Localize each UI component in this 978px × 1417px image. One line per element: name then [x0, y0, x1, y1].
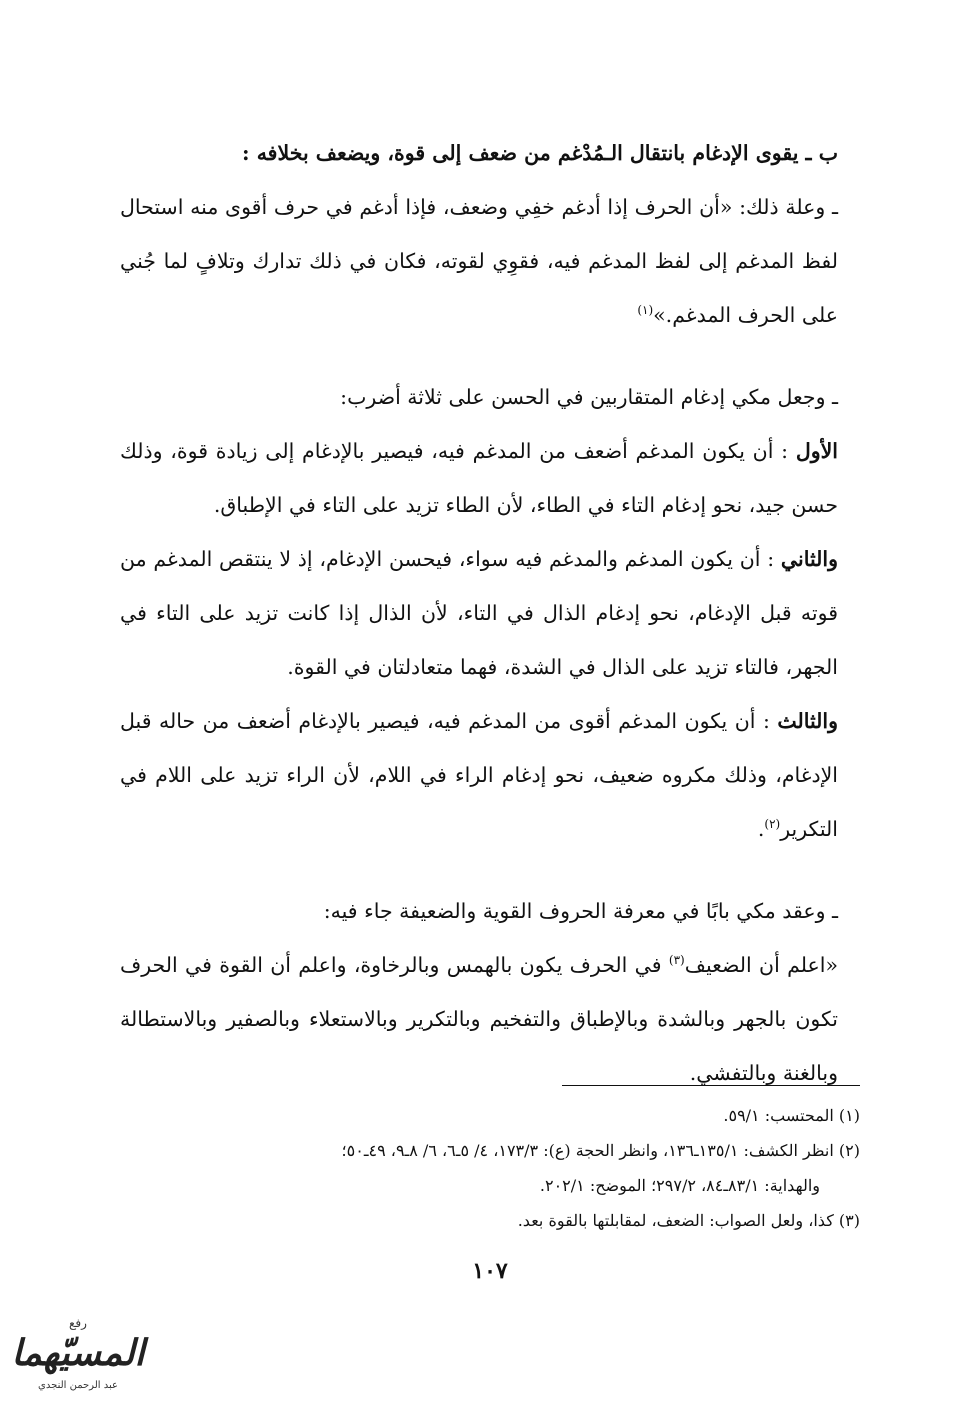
stamp-logo-text: المسيّهما — [11, 1332, 145, 1374]
makki-first — [120, 424, 838, 532]
first-text: : أن يكون المدغم أضعف من المدغم فيه، فيصير بالإدغام إلى زيادة قوة، وذلك حسن جيد، نحو إدغام التاء في الطاء، لأن الطاء تزيد على التاء في الإطباق. — [120, 439, 838, 517]
section-b-heading: ب ـ يقوى الإدغام بانتقال الـمُدْغم من ضعف إلى قوة، ويضعف بخلافه : — [241, 141, 838, 165]
footnote-1: (١) المحتسب: ٥٩/١. — [723, 1106, 860, 1125]
footnote-2-continued: والهداية: ٨٣/١ـ٨٤، ٢٩٧/٢؛ الموضح: ٢٠٢/١. — [539, 1176, 820, 1195]
paragraph-gap — [120, 342, 838, 370]
stamp-small-text: عبد الرحمن النجدي — [38, 1380, 118, 1391]
third-label: والثالث — [777, 709, 838, 733]
bab-quote-start: «اعلم أن الضعيف — [684, 953, 839, 977]
third-end: . — [757, 817, 765, 841]
footnote-ref-3[interactable]: (٣) — [668, 953, 685, 968]
makki-third — [120, 694, 838, 856]
makki-second — [120, 532, 838, 694]
first-label: الأول — [795, 439, 838, 463]
second-text: : أن يكون المدغم والمدغم فيه سواء، فيحسن الإدغام، إذ لا ينتقص المدغم من قوته قبل الإدغام، نحو إدغام الذال في التاء، لأن الذال إذا كانت تزيد على التاء في الجهر، فالتاء تزيد على الذال في الشدة، فهما متعادلتان في القوة. — [120, 547, 838, 679]
section-b-quote — [120, 180, 838, 342]
paragraph-gap — [120, 856, 838, 884]
footnote-2: (٢) انظر الكشف: ١٣٥/١ـ١٣٦، وانظر الحجة (ع): ١٧٣/٣، ٤/ ٥ـ٦، ٦/ ٨ـ٩، ٤٩ـ٥٠؛ — [341, 1141, 860, 1160]
page-number: ١٠٧ — [472, 1258, 508, 1284]
makki-intro: ـ وجعل مكي إدغام المتقاربين في الحسن على ثلاثة أضرب: — [340, 385, 838, 409]
footnote-ref-1[interactable]: (١) — [637, 303, 654, 318]
footnote-3: (٣) كذا، ولعل الصواب: الضعف، لمقابلتها بالقوة بعد. — [517, 1211, 860, 1230]
second-label: والثاني — [780, 547, 838, 571]
stamp-top-text: رفع — [69, 1316, 87, 1330]
main-text — [120, 126, 838, 1100]
footnote-separator — [562, 1085, 860, 1086]
bab-quote-rest: في الحرف يكون بالهمس وبالرخاوة، واعلم أن القوة في الحرف تكون بالجهر وبالشدة وبالإطباق والتفخيم وبالتكرير وبالاستعلاء وبالصفير وبالاستطالة وبالغنة وبالتفشي. — [120, 953, 838, 1085]
footnote-ref-2[interactable]: (٢) — [764, 817, 781, 832]
library-stamp — [8, 1316, 148, 1408]
third-text: : أن يكون المدغم أقوى من المدغم فيه، فيصير بالإدغام أضعف من حاله قبل الإدغام، وذلك مكروه ضعيف، نحو إدغام الراء في اللام، لأن الراء تزيد على اللام في التكرير — [120, 709, 838, 841]
bab-intro: ـ وعقد مكي بابًا في معرفة الحروف القوية والضعيفة جاء فيه: — [323, 899, 838, 923]
footnotes — [120, 1098, 860, 1238]
bab-quote — [120, 938, 838, 1100]
quote-text: ـ وعلة ذلك: «أن الحرف إذا أدغم خفِي وضعف، فإذا أدغم في حرف أقوى منه استحال لفظ المدغم إلى لفظ المدغم فيه، فقوِي لقوته، فكان في ذلك تدارك وتلافٍ لما جُني على الحرف المدغم.» — [120, 195, 838, 327]
